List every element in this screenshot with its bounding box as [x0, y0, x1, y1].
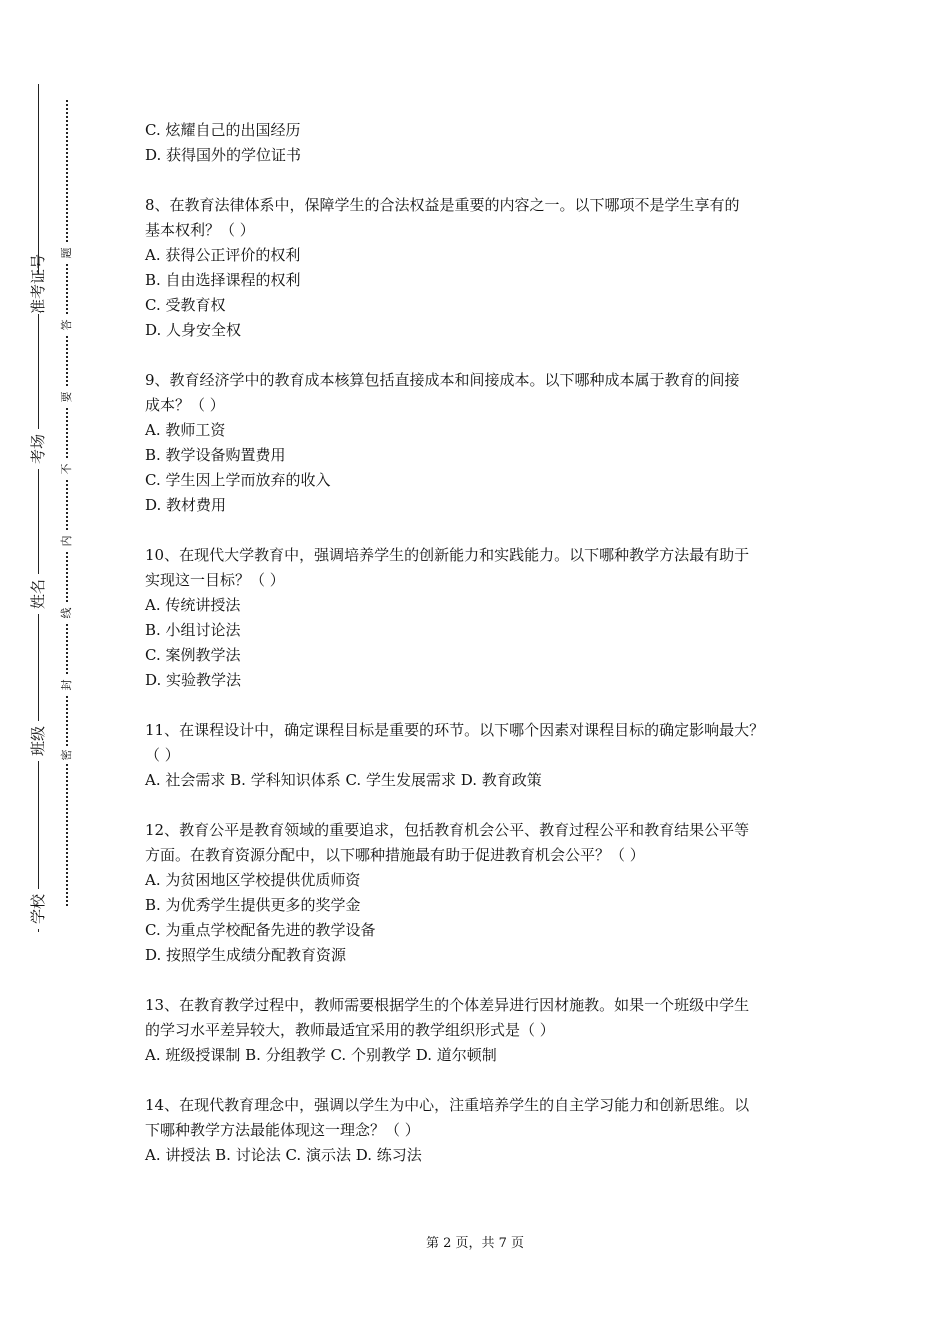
question-stem: 成本？（ ） — [145, 396, 225, 414]
question-stem: 11、在课程设计中，确定课程目标是重要的环节。以下哪个因素对课程目标的确定影响最大？ — [145, 721, 765, 739]
option: A. 班级授课制 B. 分组教学 C. 个别教学 D. 道尔顿制 — [145, 1046, 497, 1064]
seal-char: 要 — [60, 388, 74, 406]
seal-char: 答 — [60, 316, 74, 334]
option: A. 获得公正评价的权利 — [145, 246, 301, 264]
option: A. 为贫困地区学校提供优质师资 — [145, 871, 361, 889]
question-stem: 13、在教育教学过程中，教师需要根据学生的个体差异进行因材施教。如果一个班级中学生 — [145, 996, 750, 1014]
question-8 — [145, 193, 825, 343]
binding-solid-line — [38, 84, 39, 932]
option: A. 讲授法 B. 讨论法 C. 演示法 D. 练习法 — [145, 1146, 422, 1164]
question-stem: 10、在现代大学教育中，强调培养学生的创新能力和实践能力。以下哪种教学方法最有助于 — [145, 546, 750, 564]
question-11 — [145, 718, 825, 793]
question-stem: 14、在现代教育理念中，强调以学生为中心，注重培养学生的自主学习能力和创新思维。以 — [145, 1096, 750, 1114]
option: B. 教学设备购置费用 — [145, 446, 286, 464]
admission-number-label: 准考证号 — [29, 253, 47, 314]
question-stem: 基本权利？（ ） — [145, 221, 255, 239]
option: C. 为重点学校配备先进的教学设备 — [145, 921, 376, 939]
seal-char: 封 — [60, 676, 74, 694]
option: D. 获得国外的学位证书 — [145, 146, 302, 164]
option: B. 小组讨论法 — [145, 621, 241, 639]
binding-margin — [0, 0, 90, 1344]
class-label: 班级 — [27, 721, 49, 761]
option: B. 为优秀学生提供更多的奖学金 — [145, 896, 361, 914]
question-13 — [145, 993, 825, 1068]
question-stem: 方面。在教育资源分配中，以下哪种措施最有助于促进教育机会公平？（ ） — [145, 846, 645, 864]
question-stem: 8、在教育法律体系中，保障学生的合法权益是重要的内容之一。以下哪项不是学生享有的 — [145, 196, 740, 214]
question-10 — [145, 543, 825, 693]
option: D. 按照学生成绩分配教育资源 — [145, 946, 347, 964]
question-14 — [145, 1093, 825, 1168]
exam-room-label: 考场 — [27, 429, 49, 469]
option: D. 人身安全权 — [145, 321, 242, 339]
question-stem: （ ） — [145, 746, 180, 764]
school-label: 学校 — [27, 889, 49, 929]
option: C. 炫耀自己的出国经历 — [145, 121, 301, 139]
continued-question — [145, 118, 825, 168]
option: A. 传统讲授法 — [145, 596, 241, 614]
exam-content — [145, 118, 825, 1168]
seal-char: 题 — [60, 244, 74, 262]
question-stem: 实现这一目标？（ ） — [145, 571, 285, 589]
question-12 — [145, 818, 825, 968]
question-stem: 9、教育经济学中的教育成本核算包括直接成本和间接成本。以下哪种成本属于教育的间接 — [145, 371, 740, 389]
page-footer: 第 2 页，共 7 页 — [425, 1236, 525, 1251]
seal-char: 不 — [60, 460, 74, 478]
option: C. 受教育权 — [145, 296, 226, 314]
seal-char: 内 — [60, 532, 74, 550]
seal-char: 密 — [60, 746, 74, 764]
option: A. 社会需求 B. 学科知识体系 C. 学生发展需求 D. 教育政策 — [145, 771, 542, 789]
question-stem: 的学习水平差异较大，教师最适宜采用的教学组织形式是（ ） — [145, 1021, 555, 1039]
seal-char: 线 — [60, 604, 74, 622]
question-9 — [145, 368, 825, 518]
question-stem: 12、教育公平是教育领域的重要追求，包括教育机会公平、教育过程公平和教育结果公平等 — [145, 821, 750, 839]
option: A. 教师工资 — [145, 421, 226, 439]
name-label: 姓名 — [27, 574, 49, 614]
option: D. 教材费用 — [145, 496, 227, 514]
seal-dotted-line — [66, 100, 68, 906]
option: B. 自由选择课程的权利 — [145, 271, 301, 289]
option: D. 实验教学法 — [145, 671, 242, 689]
option: C. 案例教学法 — [145, 646, 241, 664]
option: C. 学生因上学而放弃的收入 — [145, 471, 331, 489]
question-stem: 下哪种教学方法最能体现这一理念？（ ） — [145, 1121, 420, 1139]
